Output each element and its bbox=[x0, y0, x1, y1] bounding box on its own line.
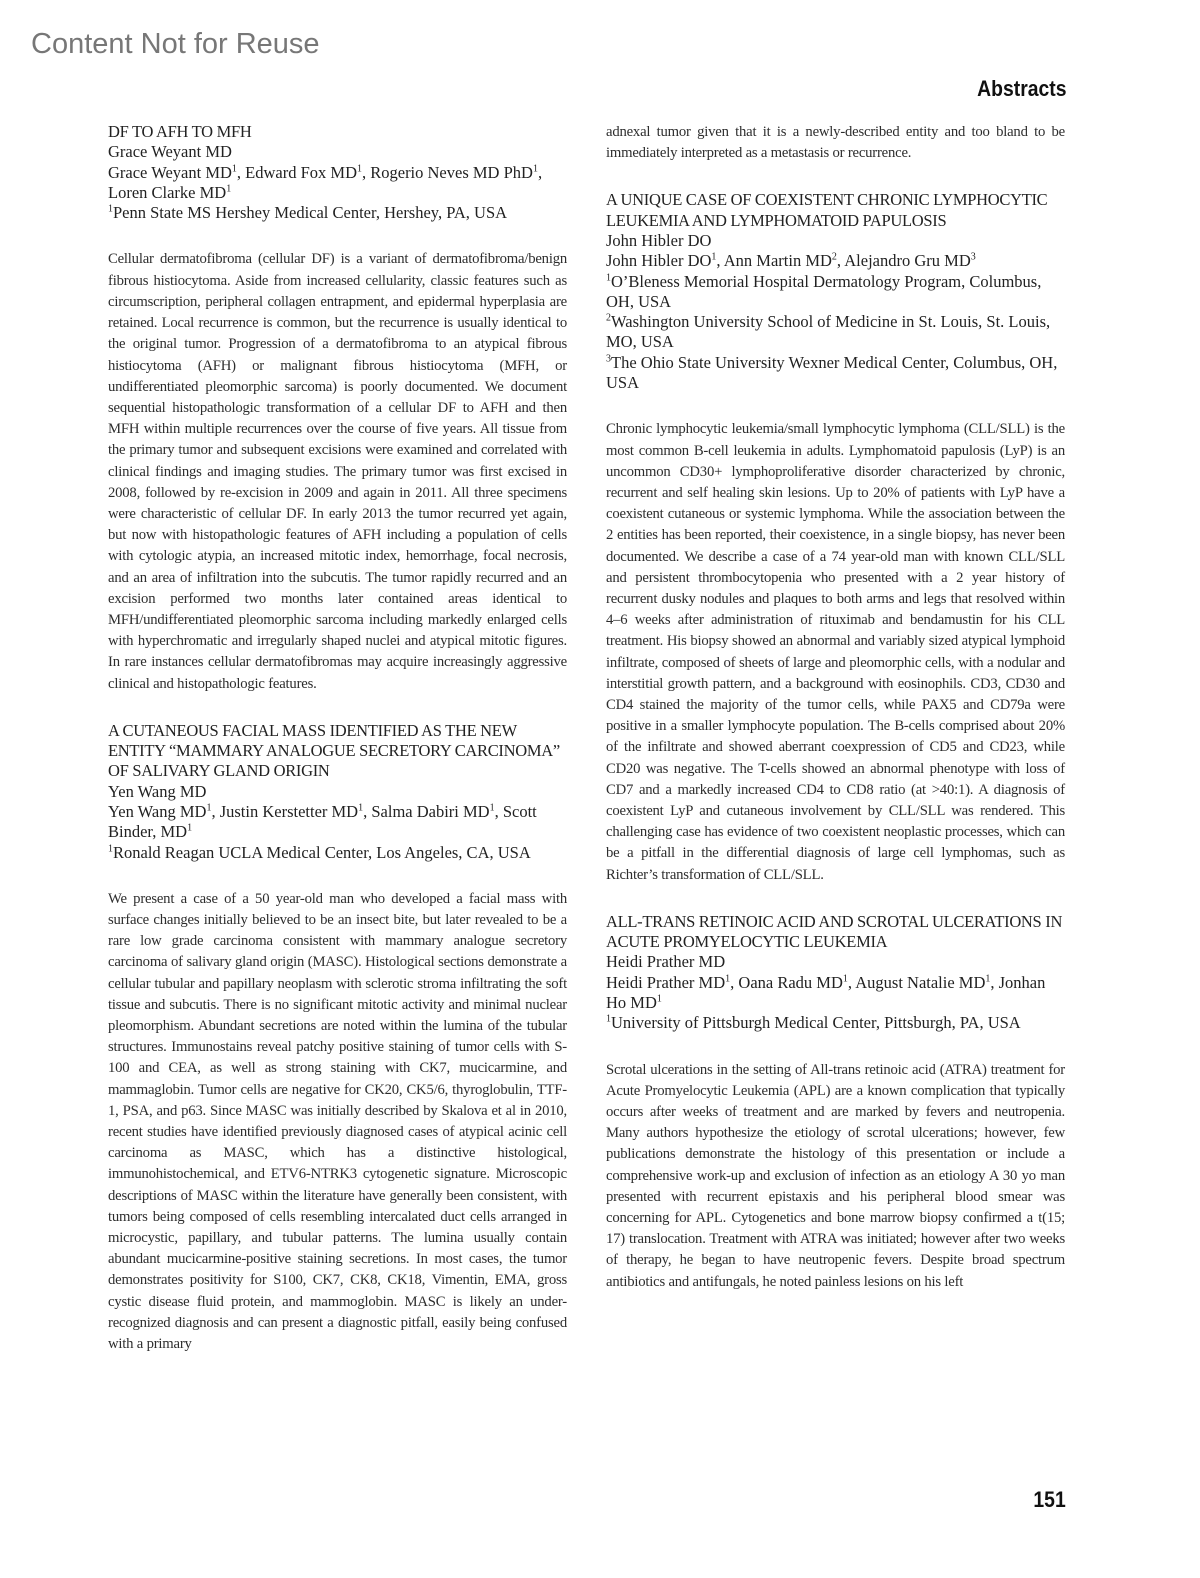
abstract-atra-apl bbox=[606, 912, 1065, 1293]
abstract-body: We present a case of a 50 year-old man who developed a facial mass with surface changes initially believed to be an insect bite, but later revealed to be a rare low grade carcinoma consistent with mammary analogue secretory carcinoma of salivary gland origin (MASC). Histological sections demonstrate a cellular tubular and papillary neoplasm with sclerotic stroma infiltrating the soft tissue and subcutis. There is no significant mitotic activity and minimal nuclear pleomorphism. Abundant secretions are noted within the lumina of the tubular structures. Immunostains reveal patchy positive staining of tumor cells with S-100 and CEA, as well as strong staining with CK7, mucicarmine, and mammaglobin. Tumor cells are negative for CK20, CK5/6, thyroglobulin, TTF-1, PSA, and p63. Since MASC was initially described by Skalova et al in 2010, recent studies have identified previously diagnosed cases of atypical acinic cell carcinoma as MASC, which has a distinctive histological, immunohistochemical, and ETV6-NTRK3 cytogenetic signature. Microscopic descriptions of MASC within the literature have generally been consistent, with tumors being composed of cells resembling intercalated duct cells arranged in microcystic, papillary, and tubular patterns. The lumina usually contain abundant mucicarmine-positive staining secretions. In most cases, the tumor demonstrates positivity for S100, CK7, CK8, CK18, Vimentin, EMA, gross cystic disease fluid protein, and mammoglobin. MASC is likely an under-recognized diagnosis and can present a diagnostic pitfall, easily being confused with a primary bbox=[108, 890, 567, 1353]
abstract-body: Scrotal ulcerations in the setting of All-trans retinoic acid (ATRA) treatment for Acute Promyelocytic Leukemia (APL) are a known complication that typically occurs after weeks of treatment and are marked by fevers and neutropenia. Many authors hypothesize the etiology of scrotal ulcerations; however, few publications demonstrate the histology of this presentation or include a comprehensive work-up and exclusion of infection as an etiology A 30 yo man presented with recurrent epistaxis and his peripheral blood smear was concerning for APL. Cytogenetics and bone marrow biopsy confirmed a t(15; 17) translocation. Treatment with ATRA was initiated; however after two weeks of therapy, he began to have neutropenic fevers. Despite broad spectrum antibiotics and antifungals, he noted painless lesions on his left bbox=[606, 1061, 1065, 1290]
author-list bbox=[606, 251, 1065, 271]
abstract-body: Chronic lymphocytic leukemia/small lymphocytic lymphoma (CLL/SLL) is the most common B-cell leukemia in adults. Lymphomatoid papulosis (LyP) is an uncommon CD30+ lymphoproliferative disorder characterized by chronic, recurrent and self healing skin lesions. Up to 20% of patients with LyP have a coexistent cutaneous or systemic lymphoma. While the association between the 2 entities has been reported, their coexistence, in a single biopsy, has never been documented. We describe a case of a 74 year-old man with known CLL/SLL and persistent thrombocytopenia who presented with a 2 year history of recurrent dusky nodules and plaques to both arms and legs that resolved within 4–6 weeks after administration of rituximab and bendamustin for his CLL treatment. His biopsy showed an abnormal and variably sized atypical lymphoid infiltrate, composed of sheets of large and pleomorphic cells, with a nodular and interstitial growth pattern, and a background with eosinophils. CD3, CD30 and CD4 stained the majority of the tumor cells, while PAX5 and CD79a were positive in a smaller lymphocyte population. The B-cells comprised about 20% of the infiltrate and showed aberrant coexpression of CD5 and CD23, while CD20 was negative. The T-cells showed an abnormal phenotype with loss of CD7 and a markedly increased CD4 to CD8 ratio (at >40:1). A diagnosis of coexistent LyP and cutaneous involvement by CLL/SLL was rendered. This challenging case has evidence of two coexistent neoplastic processes, which can be a pitfall in the differential diagnosis of large cell lymphomas, such as Richter’s transformation of CLL/SLL. bbox=[606, 421, 1065, 883]
author: Edward Fox $MD^1$, bbox=[245, 162, 371, 182]
abstract-cll-lyp bbox=[606, 190, 1065, 885]
abstract-title: A CUTANEOUS FACIAL MASS IDENTIFIED AS THE NEW ENTITY “MAMMARY ANALOGUE SECRETORY CARCINOMA” OF SALIVARY GLAND ORIGIN bbox=[108, 720, 560, 781]
author: Oana Radu $MD^1$, bbox=[738, 972, 856, 992]
presenter: Grace Weyant MD bbox=[108, 142, 232, 162]
abstract-body: Cellular dermatofibroma (cellular DF) is a variant of dermatofibroma/benign fibrous histiocytoma. Aside from increased cellularity, classic features such as circumscription, peripheral collagen entrapment, and epidermal hyperplasia are retained. Local recurrence is common, but the recurrence is usually identical to the original tumor. Progression of a dermatofibroma to an atypical fibrous histiocytoma (AFH) or malignant fibrous histiocytoma (MFH, or undifferentiated pleomorphic sarcoma) is poorly documented. We document sequential histopathologic transformation of a cellular DF to AFH and then MFH within multiple recurrences over the course of five years. All tissue from the primary tumor and subsequent excisions were examined and correlated with clinical findings and imaging studies. The primary tumor was first excised in 2008, followed by re-excision in 2009 and again in 2011. All three specimens were characteristic of cellular DF. In early 2013 the tumor recurred yet again, but now with histopathologic features of AFH including a population of cells with cytologic atypia, an increased mitotic index, hemorrhage, focal necrosis, and an area of infiltration into the subcutis. The tumor rapidly recurred and an excision performed two months later contained areas identical to MFH/undifferentiated pleomorphic sarcoma including markedly enlarged cells with hyperchromatic and irregularly shaped nuclei and atypical mitotic figures. In rare instances cellular dermatofibromas may acquire increasingly aggressive clinical and histopathologic features. bbox=[108, 251, 567, 692]
author-list bbox=[108, 802, 567, 843]
abstract-title: DF TO AFH TO MFH bbox=[108, 122, 252, 141]
author: Alejandro Gru $MD^3$ bbox=[844, 251, 976, 271]
presenter: Yen Wang MD bbox=[108, 781, 207, 801]
affiliation: $^1$O’Bleness Memorial Hospital Dermatology Program, Columbus, OH, USA bbox=[606, 271, 1042, 311]
affiliation: $^1$Ronald Reagan UCLA Medical Center, Los Angeles, CA, USA bbox=[108, 842, 531, 862]
presenter: John Hibler DO bbox=[606, 231, 712, 250]
abstract-continuation: adnexal tumor given that it is a newly-described entity and too bland to be immediately interpreted as a metastasis or recurrence. bbox=[606, 124, 1065, 162]
affiliation: $^1$Penn State MS Hershey Medical Center, Hershey, PA, USA bbox=[108, 203, 508, 223]
abstract-masc bbox=[108, 721, 567, 1356]
author: August Natalie $MD^1$, bbox=[855, 972, 999, 992]
page-number: 151 bbox=[1033, 1487, 1066, 1512]
author: Jonhan Ho $MD^1$ bbox=[606, 972, 1046, 1013]
author: Grace Weyant $MD^1$, bbox=[108, 162, 246, 182]
author-list bbox=[108, 163, 567, 204]
author: Salma Dabiri $MD^1$, bbox=[371, 801, 503, 821]
author: Heidi Prather $MD^1$, bbox=[606, 972, 739, 992]
abstract-df-afh-mfh bbox=[108, 122, 567, 695]
section-heading: Abstracts bbox=[976, 76, 1066, 101]
right-column bbox=[606, 122, 1065, 1293]
affiliation: $^1$University of Pittsburgh Medical Center, Pittsburgh, PA, USA bbox=[606, 1013, 1021, 1033]
author: Rogerio Neves MD PhD$^1$, bbox=[370, 162, 543, 182]
author: Scott Binder, $MD^1$ bbox=[108, 801, 537, 842]
author: Ann Martin $MD^2$, bbox=[723, 251, 845, 271]
presenter: Heidi Prather MD bbox=[606, 952, 726, 972]
abstract-title: ALL-TRANS RETINOIC ACID AND SCROTAL ULCERATIONS IN ACUTE PROMYELOCYTIC LEUKEMIA bbox=[606, 911, 1063, 952]
author: John Hibler $DO^1$, bbox=[606, 251, 724, 271]
left-column bbox=[108, 122, 567, 1355]
watermark: Content Not for Reuse bbox=[31, 28, 320, 60]
abstract-title: A UNIQUE CASE OF COEXISTENT CHRONIC LYMPHOCYTIC LEUKEMIA AND LYMPHOMATOID PAPULOSIS bbox=[606, 190, 1048, 230]
author: Yen Wang $MD^1$, bbox=[108, 801, 220, 821]
affiliation: $^2$Washington University School of Medicine in St. Louis, St. Louis, MO, USA bbox=[606, 312, 1051, 352]
affiliation: $^3$The Ohio State University Wexner Medical Center, Columbus, OH, USA bbox=[606, 352, 1058, 393]
author: Loren Clarke $MD^1$ bbox=[108, 182, 232, 202]
author: Justin Kerstetter $MD^1$, bbox=[219, 801, 372, 821]
author-list bbox=[606, 973, 1065, 1014]
